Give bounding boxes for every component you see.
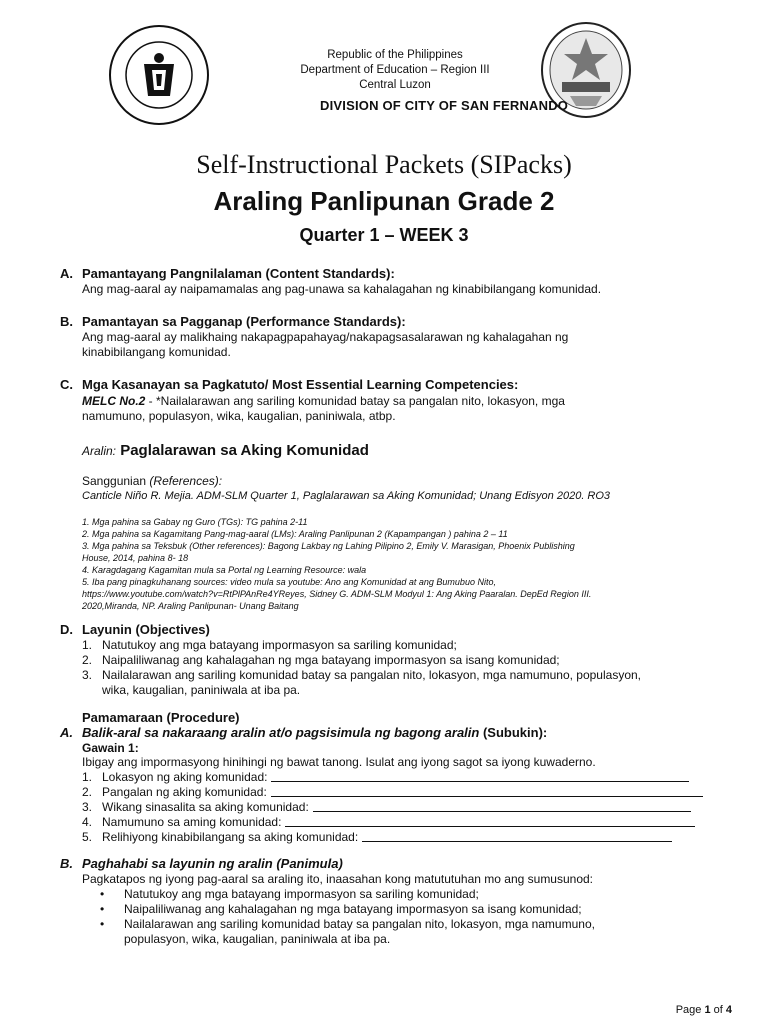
question-item: 1. Lokasyon ng aking komunidad: <box>82 770 727 785</box>
procedure-b-letter: B. <box>60 856 73 871</box>
references-list <box>82 516 727 612</box>
division-name: DIVISION OF CITY OF SAN FERNANDO <box>320 98 569 113</box>
list-item: 2. Naipaliliwanag ang kahalagahan ng mga batayang impormasyon sa isang komunidad; <box>82 653 560 667</box>
section-d-heading: Layunin (Objectives) <box>82 622 210 637</box>
procedure-a-letter: A. <box>60 725 73 740</box>
procedure-a-heading: Balik-aral sa nakaraang aralin at/o pagsisimula ng bagong aralin (Subukin): <box>82 725 548 740</box>
question-item: 2. Pangalan ng aking komunidad: <box>82 785 727 800</box>
list-item: 3. Nailalarawan ang sariling komunidad batay sa pangalan nito, lokasyon, mga namumuno, populasyon, <box>82 668 642 682</box>
list-item: • Nailalarawan ang sariling komunidad batay sa pangalan nito, lokasyon, mga namumuno, <box>100 917 595 931</box>
answer-blank[interactable] <box>313 800 691 812</box>
section-a-text: Ang mag-aaral ay naipamamalas ang pag-unawa sa kahalagahan ng kinabibilangang komunidad. <box>82 282 602 296</box>
procedure-b-text: Pagkatapos ng iyong pag-aaral sa araling ito, inaasahan kong matututuhan mo ang sumusunod: <box>82 872 594 886</box>
references-label: (References): <box>149 474 223 488</box>
procedure-heading: Pamamaraan (Procedure) <box>82 710 240 725</box>
page-number: Page 1 of 4 <box>675 1004 732 1016</box>
melc-text-2: namumuno, populasyon, wika, kaugalian, paniniwala, atbp. <box>82 409 396 423</box>
objectives-list <box>82 638 641 698</box>
sanggunian-label: Sanggunian <box>82 474 147 488</box>
question-item: 3. Wikang sinasalita sa aking komunidad: <box>82 800 727 815</box>
question-item: 5. Relihiyong kinabibilangang sa aking komunidad: <box>82 830 727 845</box>
list-item: 1. Natutukoy ang mga batayang impormasyon sa sariling komunidad; <box>82 638 457 652</box>
section-c-heading: Mga Kasanayan sa Pagkatuto/ Most Essential Learning Competencies: <box>82 377 519 392</box>
question-item: 4. Namumuno sa aming komunidad: <box>82 815 727 830</box>
citation: Canticle Niño R. Mejia. ADM-SLM Quarter 1, Paglalarawan sa Aking Komunidad; Unang Edisyon 2020. RO3 <box>82 490 611 502</box>
section-c-letter: C. <box>60 377 73 392</box>
list-item: • Natutukoy ang mga batayang impormasyon sa sariling komunidad; <box>100 887 479 901</box>
header-text <box>290 48 500 93</box>
answer-blank[interactable] <box>362 830 672 842</box>
reference-item: https://www.youtube.com/watch?v=RtPlPAnRe4YReyes, Sidney G. ADM-SLM Modyul 1: Ang Aking Paaralan. DepEd Region III. <box>82 589 592 599</box>
quarter-week-title: Quarter 1 – WEEK 3 <box>299 225 469 245</box>
list-item: • Naipaliliwanag ang kahalagahan ng mga batayang impormasyon sa isang komunidad; <box>100 902 582 916</box>
section-a-letter: A. <box>60 266 73 281</box>
list-item-continuation: populasyon, wika, kaugalian, paniniwala at iba pa. <box>124 932 391 946</box>
region-line: Central Luzon <box>359 79 431 91</box>
gawain-label: Gawain 1: <box>82 741 139 755</box>
subject-title: Araling Panlipunan Grade 2 <box>213 186 555 216</box>
reference-item: 3. Mga pahina sa Teksbuk (Other references): Bagong Lakbay ng Lahing Pilipino 2, Emily V. Marasigan, Phoenix Publishing <box>82 541 575 551</box>
deped-seal-logo <box>108 24 210 126</box>
questions-list <box>82 770 727 845</box>
reference-item: 5. Iba pang pinagkuhanang sources: video mula sa youtube: Ano ang Komunidad at ang Bumubuo Nito, <box>82 577 496 587</box>
procedure-b-heading: Paghahabi sa layunin ng aralin (Panimula) <box>82 856 343 871</box>
section-b-text-1: Ang mag-aaral ay malikhaing nakapagpapahayag/nakapagsasalarawan ng kahalagahan ng <box>82 330 569 344</box>
reference-item: 2. Mga pahina sa Kagamitang Pang-mag-aaral (LMs): Araling Panlipunan 2 (Kapampangan ) pahina 2 – 11 <box>82 529 508 539</box>
answer-blank[interactable] <box>271 785 703 797</box>
section-d-letter: D. <box>60 622 73 637</box>
gawain-instruction: Ibigay ang impormasyong hinihingi ng bawat tanong. Isulat ang iyong sagot sa iyong kuwaderno. <box>82 755 596 769</box>
republic-line: Republic of the Philippines <box>327 49 463 61</box>
answer-blank[interactable] <box>285 815 695 827</box>
melc-line <box>82 394 722 409</box>
department-line: Department of Education – Region III <box>300 64 490 76</box>
section-b-letter: B. <box>60 314 73 329</box>
answer-blank[interactable] <box>271 770 689 782</box>
reference-item: House, 2014, pahina 8- 18 <box>82 553 189 563</box>
reference-item: 1. Mga pahina sa Gabay ng Guro (TGs): TG pahina 2-11 <box>82 517 308 527</box>
reference-item: 2020,Miranda, NP. Araling Panlipunan- Unang Baitang <box>82 601 299 611</box>
section-a-heading: Pamantayang Pangnilalaman (Content Standards): <box>82 266 395 281</box>
melc-text: - *Nailalarawan ang sariling komunidad batay sa pangalan nito, lokasyon, mga <box>145 394 565 408</box>
aralin-label: Aralin: <box>82 444 117 458</box>
aralin-line <box>82 442 369 459</box>
section-b-heading: Pamantayan sa Pagganap (Performance Standards): <box>82 314 406 329</box>
sanggunian-line <box>82 474 222 488</box>
goals-list <box>100 887 720 947</box>
aralin-title: Paglalarawan sa Aking Komunidad <box>120 442 369 459</box>
list-item-continuation: wika, kaugalian, paniniwala at iba pa. <box>102 683 301 697</box>
melc-label: MELC No.2 <box>82 394 146 408</box>
reference-item: 4. Karagdagang Kagamitan mula sa Portal ng Learning Resource: wala <box>82 565 367 575</box>
document-title: Self-Instructional Packets (SIPacks) <box>196 150 572 179</box>
section-b-text-2: kinabibilangang komunidad. <box>82 345 231 359</box>
